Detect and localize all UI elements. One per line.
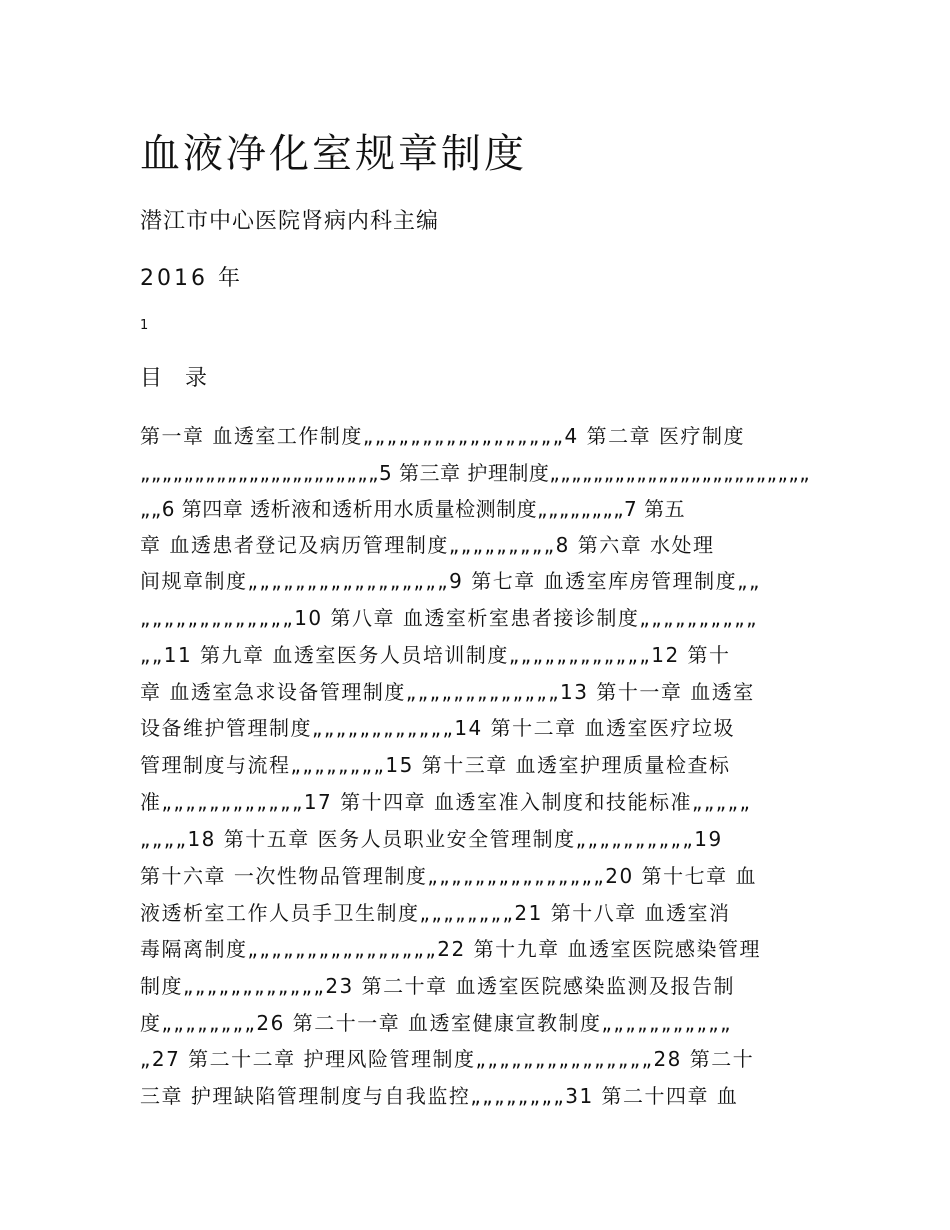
page-number: 1 [140,318,149,333]
toc-heading: 目 录 [140,366,215,391]
document-editor: 潜江市中心医院肾病内科主编 [140,209,440,234]
document-title: 血液净化室规章制度 [140,131,527,177]
toc-line: 管理制度与流程„„„„„„„„15 第十三章 血透室护理质量检查标 [140,753,731,777]
toc-line: 度„„„„„„„„26 第二十一章 血透室健康宣教制度„„„„„„„„„„„ [140,1011,733,1035]
toc-line: 设备维护管理制度„„„„„„„„„„„„14 第十二章 血透室医疗垃圾 [140,716,735,740]
toc-line: 制度„„„„„„„„„„„„23 第二十章 血透室医院感染监测及报告制 [140,974,735,998]
toc-line: „„„„18 第十五章 医务人员职业安全管理制度„„„„„„„„„„19 [140,827,723,851]
toc-line: „„„„„„„„„„„„„„„„„„„„„„5 第三章 护理制度„„„„„„„„„„„„„„„„„„„„„„„„ [140,461,811,485]
toc-line: 章 血透患者登记及病历管理制度„„„„„„„„„8 第六章 水处理 [140,533,715,557]
toc-line: 准„„„„„„„„„„„„17 第十四章 血透室准入制度和技能标准„„„„„ [140,790,752,814]
toc-line: 间规章制度„„„„„„„„„„„„„„„„„9 第七章 血透室库房管理制度„„ [140,569,761,593]
toc-line: „27 第二十二章 护理风险管理制度„„„„„„„„„„„„„„„28 第二十 [140,1047,755,1071]
toc-line: 第十六章 一次性物品管理制度„„„„„„„„„„„„„„„20 第十七章 血 [140,864,757,888]
toc-line: 液透析室工作人员手卫生制度„„„„„„„„21 第十八章 血透室消 [140,901,731,925]
toc-line: „„6 第四章 透析液和透析用水质量检测制度„„„„„„„„7 第五 [140,497,686,521]
toc-line: 三章 护理缺陷管理制度与自我监控„„„„„„„„31 第二十四章 血 [140,1084,739,1108]
toc-line: „„„„„„„„„„„„„10 第八章 血透室析室患者接诊制度„„„„„„„„„„ [140,606,758,630]
toc-line: 第一章 血透室工作制度„„„„„„„„„„„„„„„„„4 第二章 医疗制度 [140,424,745,448]
toc-line: 章 血透室急求设备管理制度„„„„„„„„„„„„„13 第十一章 血透室 [140,680,755,704]
toc-line: „„11 第九章 血透室医务人员培训制度„„„„„„„„„„„„12 第十 [140,643,731,667]
document-year: 2016 年 [140,266,243,291]
toc-line: 毒隔离制度„„„„„„„„„„„„„„„„22 第十九章 血透室医院感染管理 [140,937,761,961]
